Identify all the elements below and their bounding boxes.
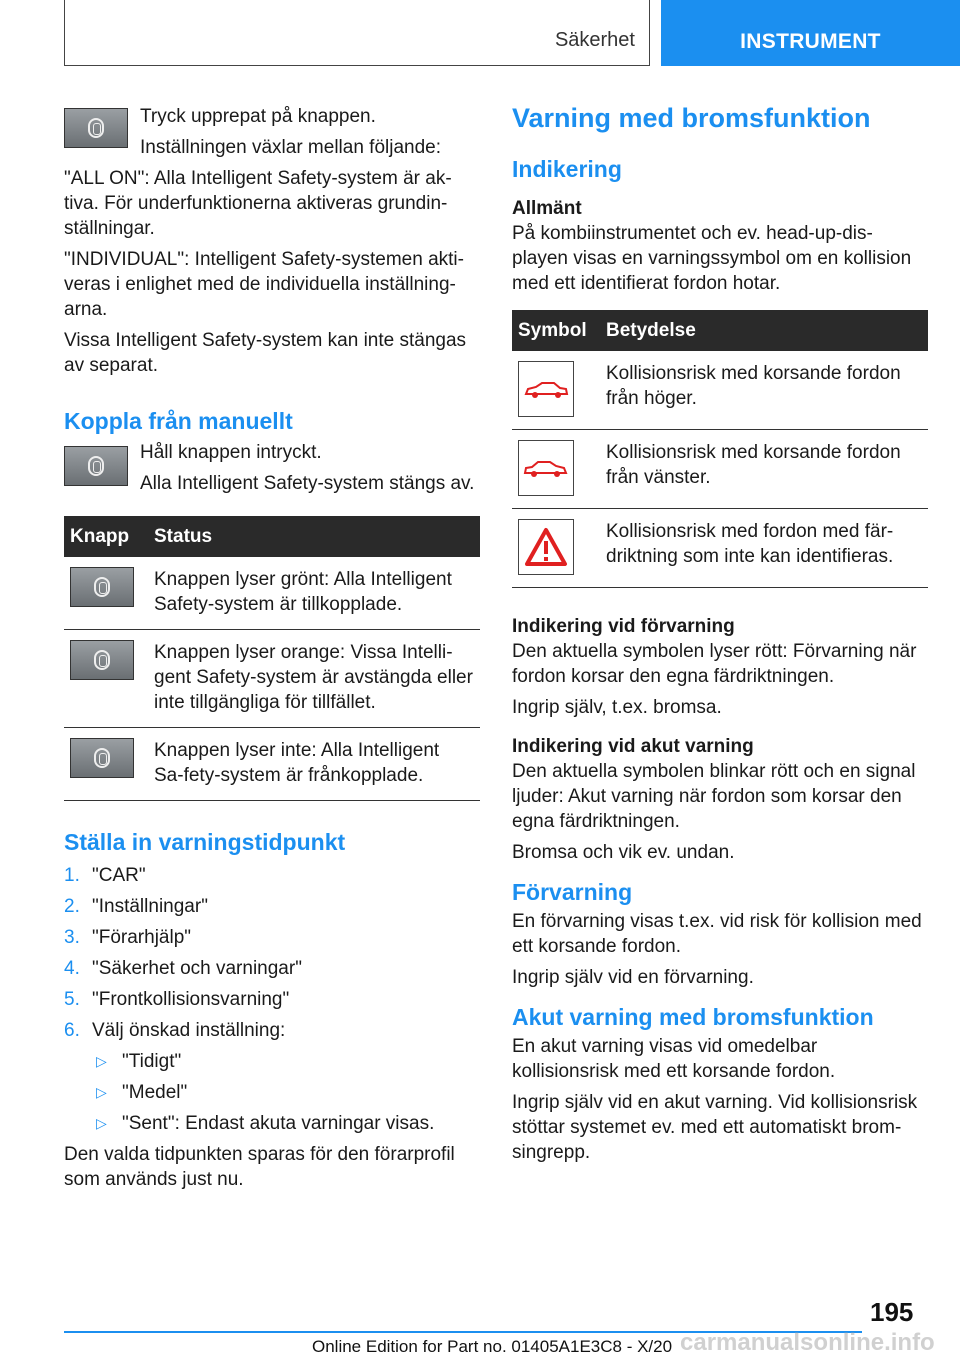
footer-edition: Online Edition for Part no. 01405A1E3C8 - X/20 [312,1337,673,1356]
acute-para-2: Bromsa och vik ev. undan. [512,842,735,863]
header-section-title: Säkerhet [554,29,635,51]
manual-line-2: Alla Intelligent Safety-system stängs av. [140,473,475,494]
heading-acute-indication: Indikering vid akut varning [512,736,754,757]
heading-acute-brake: Akut varning med bromsfunktion [512,1004,874,1030]
table-header-button: Knapp [64,516,148,557]
right-column [512,102,928,1171]
safety-button-green-icon [70,567,134,607]
safety-button-off-icon [70,738,134,778]
meaning-left: Kollisionsrisk med korsande fordon från vänster. [600,430,928,509]
options-list [92,1049,480,1136]
heading-set-time: Ställa in varningstidpunkt [64,829,346,855]
safety-button-orange-icon [70,640,134,680]
warning-triangle-icon [518,519,574,575]
button-status-table [64,516,480,801]
table-row [512,430,928,509]
meaning-unknown: Kollisionsrisk med fordon med fär-driktning som inte kan identifieras. [600,509,928,588]
header-section-box [64,0,650,66]
para-all-on: "ALL ON": Alla Intelligent Safety-system är ak-tiva. För underfunktionerna aktiveras grundin-ställningar. [64,168,452,239]
table-header-symbol: Symbol [512,310,600,351]
prewarn-para-1: En förvarning visas t.ex. vid risk för kollision med ett korsande fordon. [512,911,922,957]
meaning-right: Kollisionsrisk med korsande fordon från höger. [600,351,928,430]
safety-button-icon [64,108,128,148]
car-left-icon [518,440,574,496]
triangle-bullet-icon: ▷ [96,1115,107,1131]
acutebrake-para-1: En akut varning visas vid omedelbar kollisionsrisk med ett korsande fordon. [512,1036,836,1082]
heading-prewarning: Förvarning [512,879,633,905]
manual-line-1: Håll knappen intryckt. [140,442,322,463]
prewarning-para-1: Den aktuella symbolen lyser rött: Förvarning när fordon korsar den egna färdriktningen. [512,641,917,687]
acutebrake-para-2: Ingrip själv vid en akut varning. Vid kollisionsrisk stöttar systemet ev. med ett automatiskt brom-singrepp. [512,1092,918,1163]
list-item: 2. "Inställningar" [64,896,208,917]
table-row [64,557,480,630]
prewarn-para-2: Ingrip själv vid en förvarning. [512,967,754,988]
heading-manual: Koppla från manuellt [64,408,293,434]
heading-indication: Indikering [512,156,622,182]
acute-para-1: Den aktuella symbolen blinkar rött och en signal ljuder: Akut varning när fordon som korsar den egna färdriktningen. [512,761,916,832]
table-header-meaning: Betydelse [600,310,928,351]
header-chapter-label: INSTRUMENT [740,30,881,53]
header-chapter-tab[interactable] [661,0,960,66]
table-header-status: Status [148,516,480,557]
intro-line-1: Tryck upprepat på knappen. [140,106,376,127]
list-item: ▷ "Medel" [92,1080,480,1105]
car-right-icon [518,361,574,417]
table-row [64,630,480,728]
heading-prewarning-indication: Indikering vid förvarning [512,616,735,637]
intro-line-2: Inställningen växlar mellan följande: [140,137,442,158]
status-green: Knappen lyser grönt: Alla Intelligent Safety-system är tillkopplade. [148,557,480,630]
para-separate: Vissa Intelligent Safety-system kan inte stängas av separat. [64,330,467,376]
safety-button-icon [64,446,128,486]
list-item: 1. "CAR" [64,865,146,886]
status-orange: Knappen lyser orange: Vissa Intelli-gent Safety-system är avstängda eller inte tillgängliga för tillfället. [148,630,480,728]
list-item: ▷ "Tidigt" [92,1049,480,1074]
list-item: 6. Välj önskad inställning: [64,1020,286,1041]
heading-general: Allmänt [512,198,582,219]
list-item: 4. "Säkerhet och varningar" [64,958,302,979]
table-row [512,351,928,430]
list-item: 5. "Frontkollisionsvarning" [64,989,290,1010]
triangle-bullet-icon: ▷ [96,1084,107,1100]
page-number: 195 [870,1297,914,1327]
prewarning-para-2: Ingrip själv, t.ex. bromsa. [512,697,722,718]
left-column [64,104,480,1198]
heading-warning-brake: Varning med bromsfunktion [512,103,871,133]
status-off: Knappen lyser inte: Alla Intelligent Sa-fety-system är frånkopplade. [148,728,480,801]
table-row [512,509,928,588]
para-individual: "INDIVIDUAL": Intelligent Safety-systemen akti-veras i enlighet med de individuella inställning-arna. [64,249,464,320]
general-para: På kombiinstrumentet och ev. head-up-dis-playen visas en varningssymbol om en kollision med ett identifierat fordon hotar. [512,223,912,294]
steps-list [64,863,480,1043]
list-item: ▷ "Sent": Endast akuta varningar visas. [92,1111,480,1136]
watermark: carmanualsonline.info [680,1329,935,1356]
symbol-table [512,310,928,588]
list-item: 3. "Förarhjälp" [64,927,192,948]
table-row [64,728,480,801]
triangle-bullet-icon: ▷ [96,1053,107,1069]
closing-para: Den valda tidpunkten sparas för den förarprofil som används just nu. [64,1144,455,1190]
